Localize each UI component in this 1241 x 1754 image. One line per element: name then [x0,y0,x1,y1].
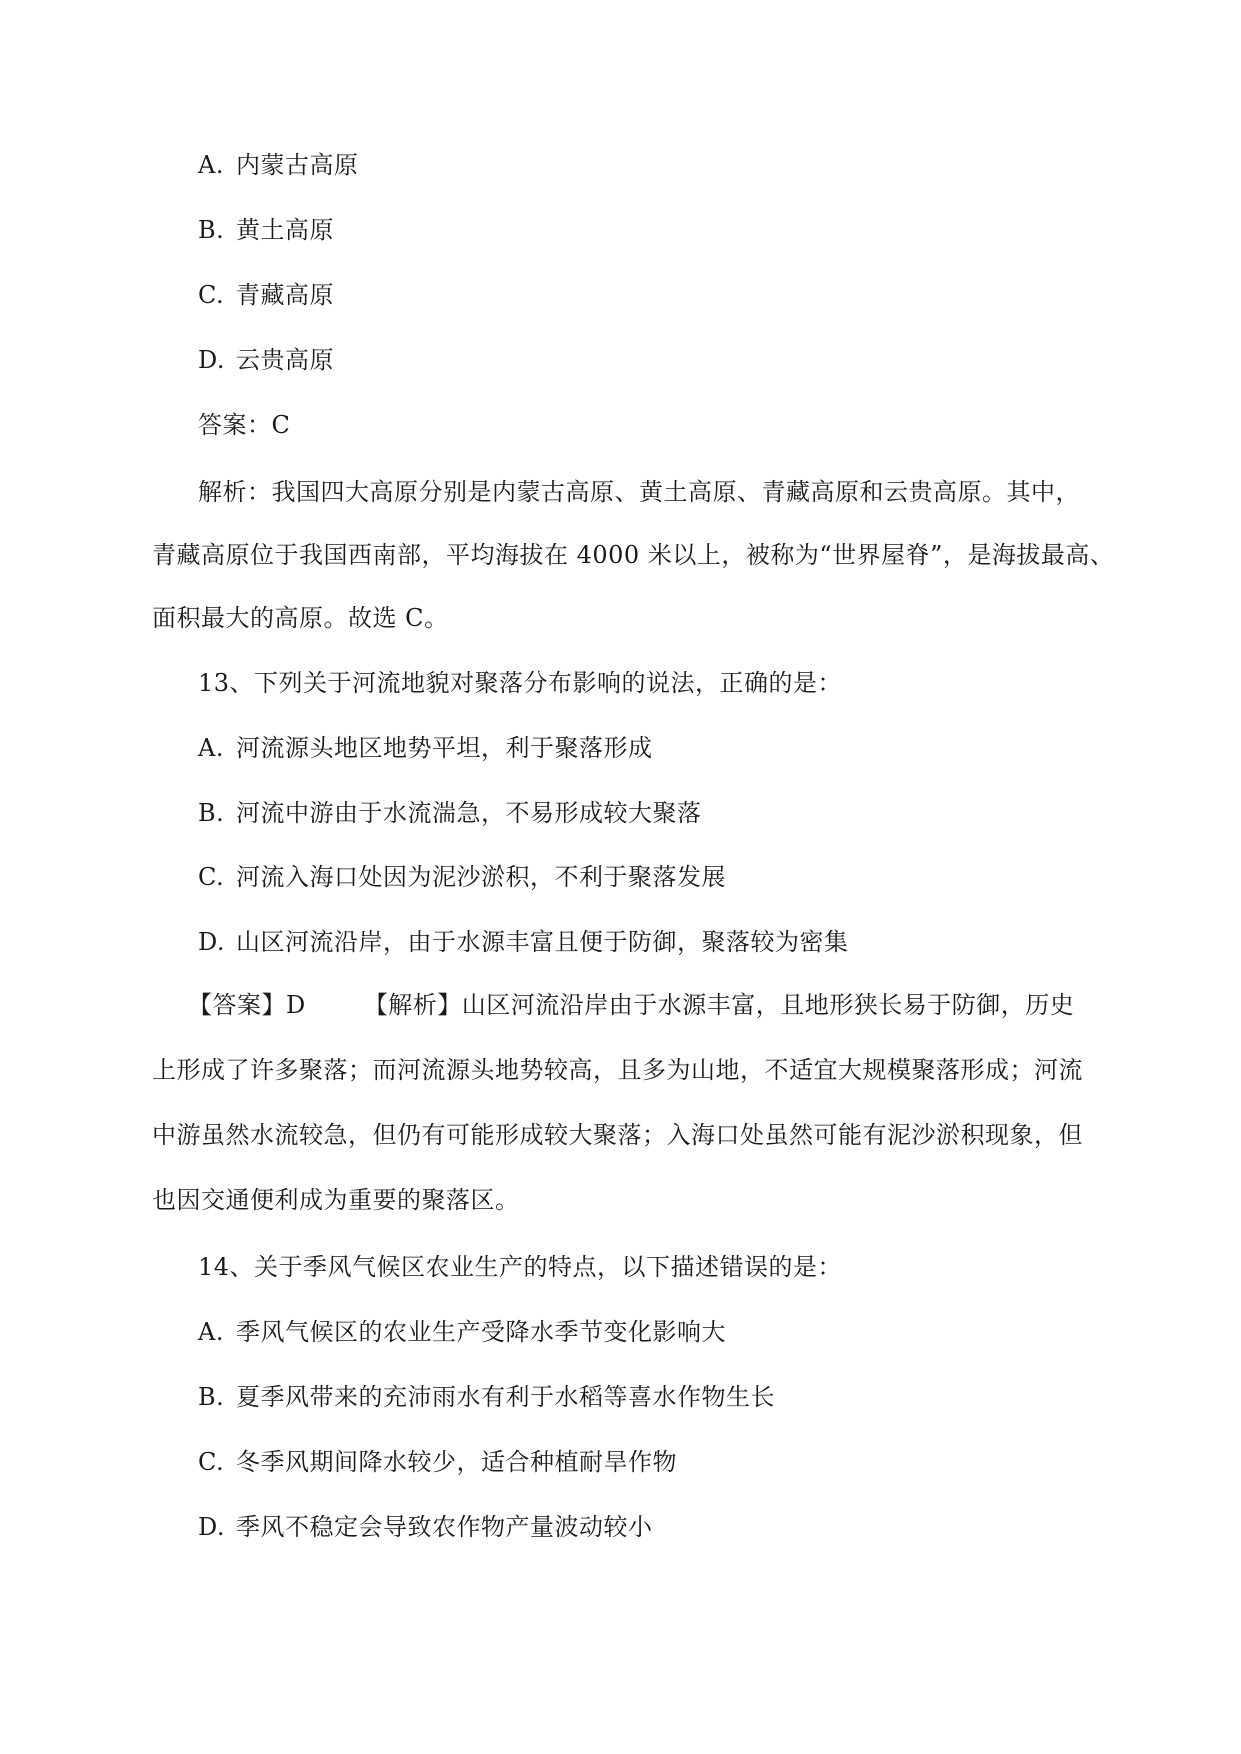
q13-analysis-line-3: 中游虽然水流较急，但仍有可能形成较大聚落；入海口处虽然可能有泥沙淤积现象，但 [152,1121,1083,1149]
q14-option-c [198,1447,677,1477]
q13-answer-analysis [188,990,1074,1020]
q14-question: 14、关于季风气候区农业生产的特点，以下描述错误的是： [198,1253,843,1281]
option-text: 季风不稳定会导致农作物产量波动较小 [236,1513,653,1541]
option-text: 河流源头地区地势平坦，利于聚落形成 [236,734,653,762]
option-text: 青藏高原 [236,281,334,309]
option-letter: C. [198,281,225,309]
option-text: 河流中游由于水流湍急，不易形成较大聚落 [236,799,702,827]
q14-option-a [198,1317,726,1347]
q12-analysis-line-3: 面积最大的高原。故选 C。 [152,604,449,632]
q14-option-d [198,1512,653,1542]
q14-option-b [198,1382,775,1412]
option-text: 冬季风期间降水较少，适合种植耐旱作物 [236,1448,677,1476]
q12-option-a [198,150,359,180]
q12-answer: 答案：C [198,411,291,439]
analysis-tag: 【解析】 [363,991,462,1019]
option-letter: B. [198,1383,225,1411]
q13-analysis-line-2: 上形成了许多聚落；而河流源头地势较高，且多为山地，不适宜大规模聚落形成；河流 [152,1056,1083,1084]
option-letter: C. [198,863,225,891]
option-text: 内蒙古高原 [236,151,359,179]
option-text: 夏季风带来的充沛雨水有利于水稻等喜水作物生长 [236,1383,775,1411]
option-letter: C. [198,1448,225,1476]
q12-analysis-line-1: 解析：我国四大高原分别是内蒙古高原、黄土高原、青藏高原和云贵高原。其中， [198,478,1080,506]
q13-question: 13、下列关于河流地貌对聚落分布影响的说法，正确的是： [198,669,843,697]
option-letter: A. [198,1318,224,1346]
q13-analysis-line-4: 也因交通便利成为重要的聚落区。 [152,1186,520,1214]
option-letter: B. [198,799,225,827]
option-text: 河流入海口处因为泥沙淤积，不利于聚落发展 [236,863,726,891]
option-letter: D. [198,346,226,374]
option-text: 山区河流沿岸，由于水源丰富且便于防御，聚落较为密集 [236,928,849,956]
analysis-text: 山区河流沿岸由于水源丰富，且地形狭长易于防御，历史 [461,991,1075,1019]
option-text: 季风气候区的农业生产受降水季节变化影响大 [236,1318,726,1346]
q13-option-a [198,733,653,763]
q12-option-d [198,345,334,375]
option-letter: D. [198,1513,226,1541]
option-text: 黄土高原 [236,216,334,244]
option-letter: D. [198,928,226,956]
q12-option-c [198,280,334,310]
q12-option-b [198,215,334,245]
option-letter: B. [198,216,225,244]
option-letter: A. [198,734,224,762]
option-text: 云贵高原 [236,346,334,374]
q13-option-b [198,798,702,828]
q12-analysis-line-2: 青藏高原位于我国西南部，平均海拔在 4000 米以上，被称为“世界屋脊”，是海拔最高、 [152,541,1115,569]
q13-option-d [198,927,849,957]
answer-tag: 【答案】D [188,991,306,1019]
option-letter: A. [198,151,224,179]
q13-option-c [198,862,726,892]
